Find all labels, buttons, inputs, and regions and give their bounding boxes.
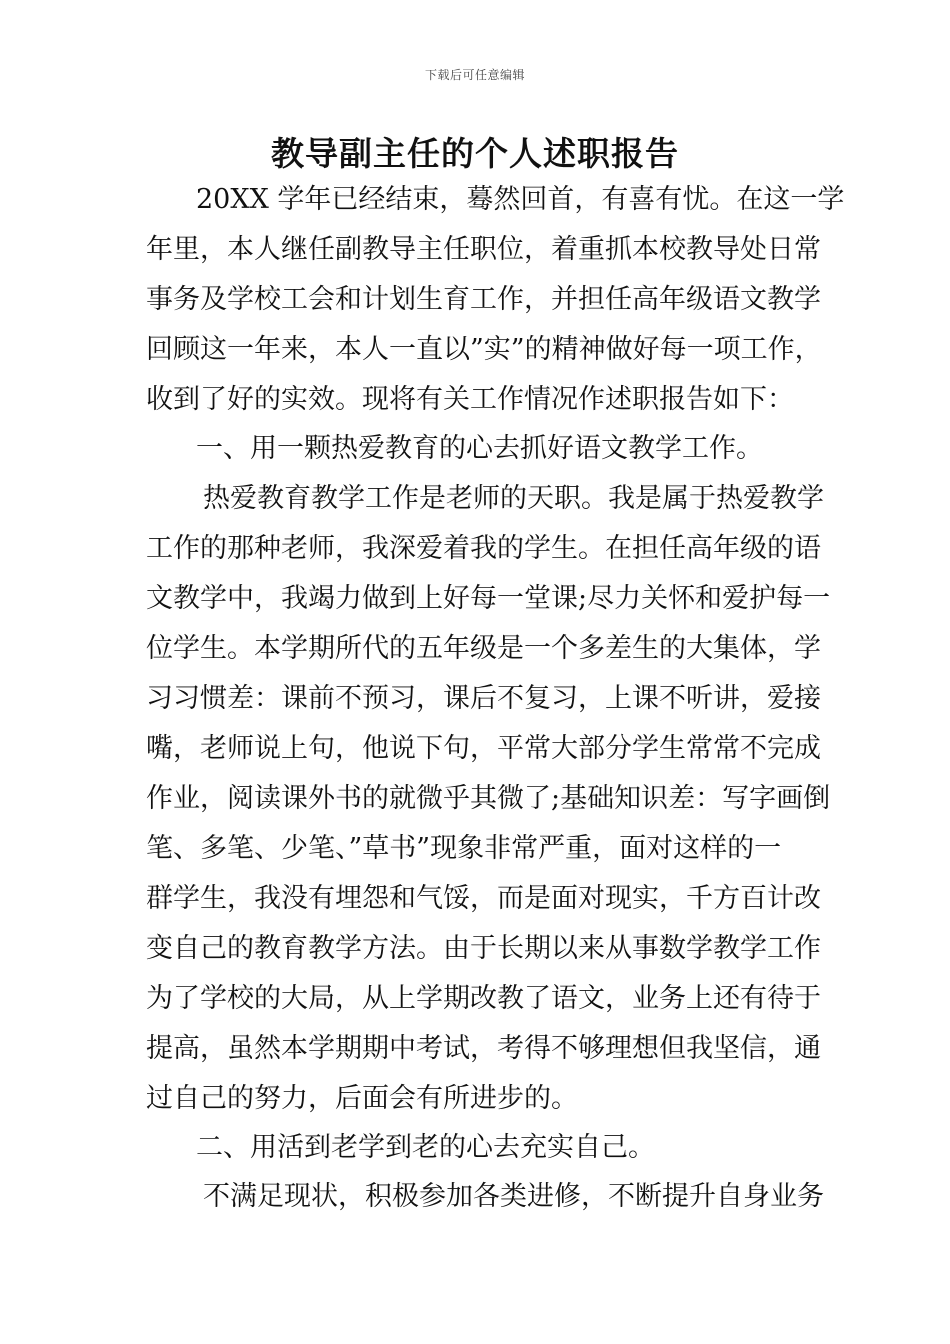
body-line: 习习惯差：课前不预习，课后不复习，上课不听讲，爱接 bbox=[146, 683, 821, 714]
body-line: 提高，虽然本学期期中考试，考得不够理想但我坚信，通 bbox=[146, 1033, 821, 1064]
body-line: 作业，阅读课外书的就微乎其微了;基础知识差：写字画倒 bbox=[146, 783, 831, 814]
section-heading-1: 一、用一颗热爱教育的心去抓好语文教学工作。 bbox=[196, 433, 763, 464]
body-line: 过自己的努力，后面会有所进步的。 bbox=[146, 1083, 578, 1114]
body-line: 笔、多笔、少笔、”草书”现象非常严重，面对这样的一 bbox=[146, 833, 782, 864]
body-line: 20XX 学年已经结束，蓦然回首，有喜有忧。在这一学 bbox=[196, 184, 845, 215]
body-line: 变自己的教育教学方法。由于长期以来从事数学教学工作 bbox=[146, 933, 821, 964]
body-line: 文教学中，我竭力做到上好每一堂课;尽力关怀和爱护每一 bbox=[146, 583, 831, 614]
body-line: 为了学校的大局，从上学期改教了语文，业务上还有待于 bbox=[146, 983, 821, 1014]
body-line: 工作的那种老师，我深爱着我的学生。在担任高年级的语 bbox=[146, 533, 821, 564]
section-heading-2: 二、用活到老学到老的心去充实自己。 bbox=[196, 1132, 655, 1163]
body-line: 事务及学校工会和计划生育工作，并担任高年级语文教学 bbox=[146, 284, 821, 315]
document-title: 教导副主任的个人述职报告 bbox=[271, 134, 679, 173]
body-line: 群学生，我没有埋怨和气馁，而是面对现实，千方百计改 bbox=[146, 883, 821, 914]
body-line: 年里，本人继任副教导主任职位，着重抓本校教导处日常 bbox=[146, 234, 821, 265]
body-line: 回顾这一年来，本人一直以”实”的精神做好每一项工作， bbox=[146, 334, 822, 365]
body-line: 位学生。本学期所代的五年级是一个多差生的大集体，学 bbox=[146, 633, 821, 664]
body-line: 收到了好的实效。现将有关工作情况作述职报告如下： bbox=[146, 384, 794, 415]
body-line: 嘴，老师说上句，他说下句，平常大部分学生常常不完成 bbox=[146, 733, 821, 764]
body-line: 热爱教育教学工作是老师的天职。我是属于热爱教学 bbox=[203, 483, 824, 514]
header-note: 下载后可任意编辑 bbox=[424, 68, 525, 82]
body-line: 不满足现状，积极参加各类进修，不断提升自身业务 bbox=[203, 1181, 824, 1212]
